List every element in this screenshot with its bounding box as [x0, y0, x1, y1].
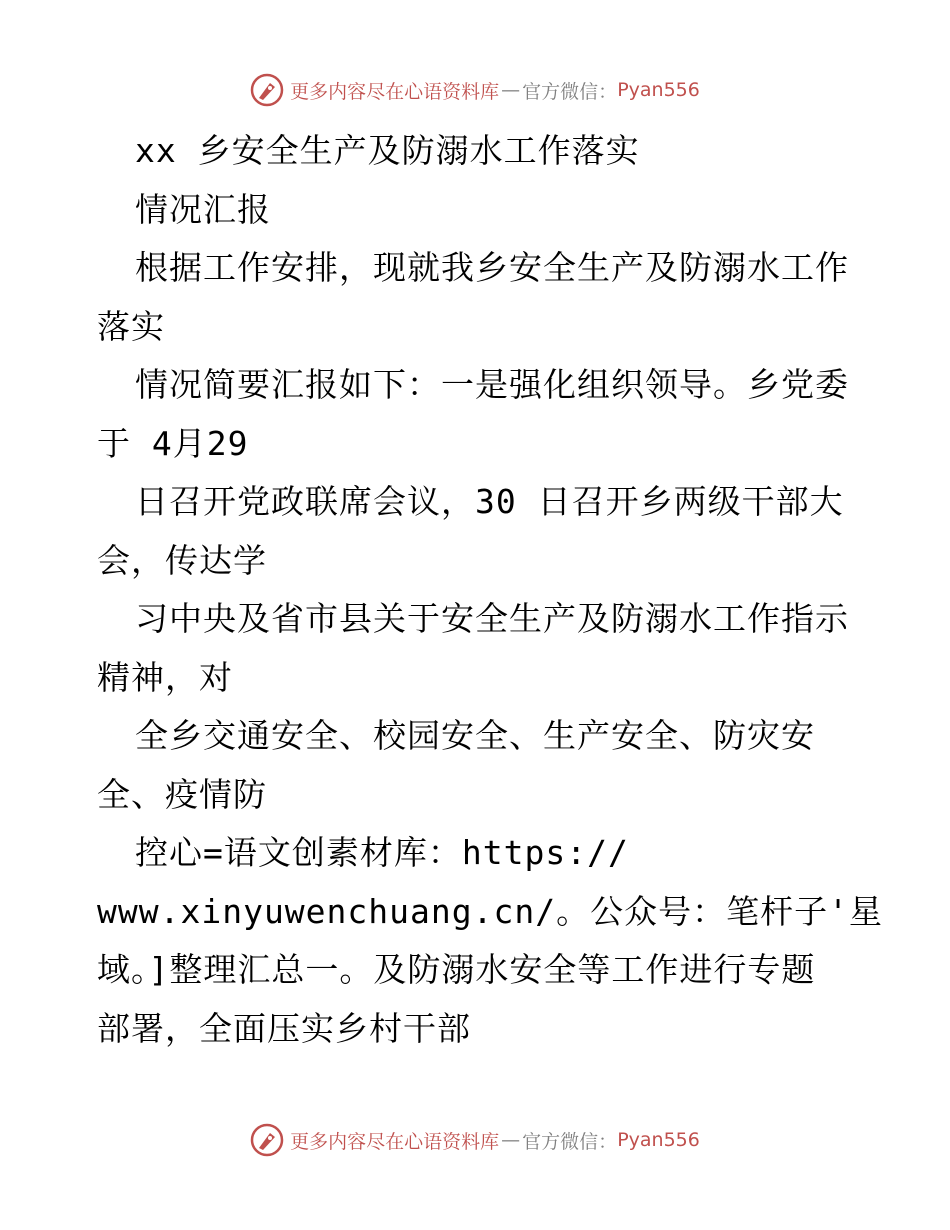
doc-text-line: 全、疫情防 — [97, 774, 267, 814]
banner-wechat-label: 官方微信： — [522, 80, 618, 103]
doc-text-line: www.xinyuwenchuang.cn/。公众号：笔杆子'星 — [97, 891, 883, 931]
footer-watermark-banner — [0, 1120, 950, 1160]
banner-dash: — — [501, 1129, 521, 1151]
banner-main-text: 更多内容尽在心语资料库 — [290, 1130, 500, 1153]
pen-nib-icon — [250, 1123, 284, 1157]
doc-text-line: 落实 — [97, 306, 165, 346]
doc-text-line: 情况简要汇报如下：一是强化组织领导。乡党委 — [135, 365, 849, 404]
pen-nib-icon — [250, 73, 284, 107]
doc-text-line: 全乡交通安全、校园安全、生产安全、防灾安 — [135, 716, 815, 755]
doc-text-line: 精神，对 — [97, 657, 233, 697]
doc-title-line-2: 情况汇报 — [135, 189, 271, 229]
doc-text-line: 域。]整理汇总一。及防溺水安全等工作进行专题 — [97, 950, 816, 989]
doc-text-line: 于 4月29 — [97, 423, 249, 463]
doc-text-line: 根据工作安排，现就我乡安全生产及防溺水工作 — [135, 248, 849, 287]
document-body — [97, 122, 883, 1058]
banner-dash: — — [501, 79, 521, 101]
doc-text-line: 控心=语文创素材库：https:// — [135, 833, 629, 872]
banner-wechat-label: 官方微信： — [522, 1130, 618, 1153]
banner-main-text: 更多内容尽在心语资料库 — [290, 80, 500, 103]
doc-title-line-1: xx 乡安全生产及防溺水工作落实 — [135, 131, 640, 170]
doc-text-line: 部署，全面压实乡村干部 — [97, 1008, 471, 1048]
header-watermark-banner — [0, 70, 950, 110]
doc-text-line: 会，传达学 — [97, 540, 267, 580]
banner-wechat-account: Pyan556 — [617, 1129, 700, 1151]
doc-text-line: 日召开党政联席会议，30 日召开乡两级干部大 — [135, 482, 844, 521]
doc-text-line: 习中央及省市县关于安全生产及防溺水工作指示 — [135, 599, 849, 638]
banner-wechat-account: Pyan556 — [617, 79, 700, 101]
